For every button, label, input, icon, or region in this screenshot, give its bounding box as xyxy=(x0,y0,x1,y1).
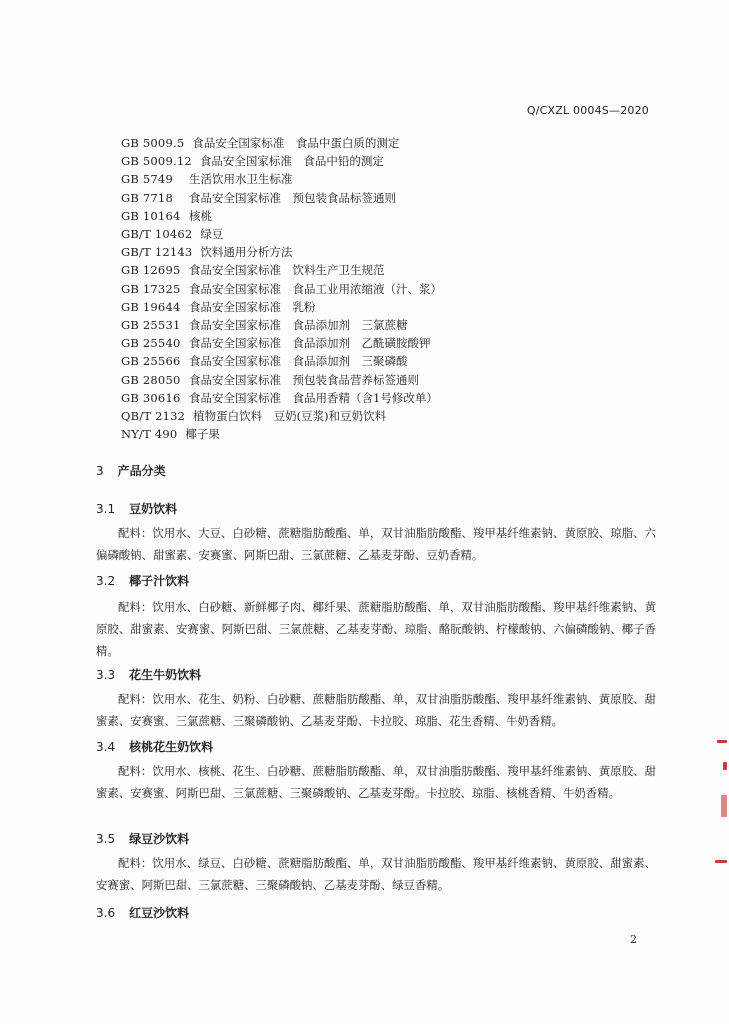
reference-title: 食品安全国家标准 食品工业用浓缩液（汁、浆） xyxy=(189,281,442,296)
reference-title: 食品安全国家标准 饮料生产卫生规范 xyxy=(189,263,385,278)
normative-references-list xyxy=(121,134,442,443)
reference-title: 食品安全国家标准 食品添加剂 乙酰磺胺酸钾 xyxy=(189,336,431,351)
reference-item xyxy=(121,134,442,152)
reference-title: 食品安全国家标准 乳粉 xyxy=(189,299,316,314)
subsection-number: 3.2 xyxy=(96,574,116,588)
reference-code: GB 30616 xyxy=(121,390,181,405)
reference-title: 绿豆 xyxy=(200,227,224,242)
subsection-number: 3.1 xyxy=(96,502,116,516)
reference-title: 食品安全国家标准 食品用香精（含1号修改单） xyxy=(189,390,438,405)
subsection-title: 花生牛奶饮料 xyxy=(129,668,202,682)
reference-item xyxy=(121,425,442,443)
reference-title: 食品安全国家标准 食品添加剂 三氯蔗糖 xyxy=(189,318,408,333)
section-heading xyxy=(96,462,166,479)
reference-title: 食品安全国家标准 食品添加剂 三聚磷酸 xyxy=(189,354,408,369)
reference-item xyxy=(121,261,442,279)
subsection-title: 豆奶饮料 xyxy=(129,502,178,516)
reference-item xyxy=(121,225,442,243)
reference-item xyxy=(121,334,442,352)
subsection-number: 3.3 xyxy=(96,668,116,682)
reference-item xyxy=(121,243,442,261)
subsection-heading xyxy=(96,500,177,517)
reference-code: QB/T 2132 xyxy=(121,409,186,424)
reference-code: GB 12695 xyxy=(121,263,181,278)
reference-code: GB/T 10462 xyxy=(121,227,193,242)
reference-code: GB 28050 xyxy=(121,372,181,387)
subsection-number: 3.4 xyxy=(96,740,116,754)
reference-code: GB 25566 xyxy=(121,354,181,369)
reference-item xyxy=(121,407,442,425)
reference-code: GB 25531 xyxy=(121,318,181,333)
reference-item xyxy=(121,298,442,316)
reference-code: GB 25540 xyxy=(121,336,181,351)
reference-code: GB 19644 xyxy=(121,299,181,314)
reference-code: GB 5749 xyxy=(121,172,173,187)
reference-item xyxy=(121,152,442,170)
subsection-number: 3.6 xyxy=(96,906,116,920)
reference-item xyxy=(121,352,442,370)
reference-title: 生活饮用水卫生标准 xyxy=(189,172,293,187)
reference-item xyxy=(121,371,442,389)
section-title: 产品分类 xyxy=(117,464,166,478)
reference-code: GB 5009.12 xyxy=(121,154,192,169)
reference-title: 食品安全国家标准 食品中铅的测定 xyxy=(199,154,384,169)
reference-title: 椰子果 xyxy=(185,427,220,442)
subsection-heading xyxy=(96,572,189,589)
subsection-title: 红豆沙饮料 xyxy=(129,906,190,920)
section-number: 3 xyxy=(96,464,104,478)
reference-code: GB 10164 xyxy=(121,208,181,223)
ingredients-paragraph: 配料：饮用水、白砂糖、新鲜椰子肉、椰纤果、蔗糖脂肪酸酯、单，双甘油脂肪酸酯、羧甲基纤维素钠、黄原胶、甜蜜素、安赛蜜、阿斯巴甜、三氯蔗糖、乙基麦芽酚、琼脂、酪朊酸钠、柠檬酸钠、六偏磷酸钠、椰子香精。 xyxy=(96,600,656,658)
reference-code: GB 17325 xyxy=(121,281,181,296)
subsection-title: 椰子汁饮料 xyxy=(129,574,190,588)
reference-title: 食品安全国家标准 预包装食品标签通则 xyxy=(189,190,396,205)
ingredients-paragraph: 配料：饮用水、绿豆、白砂糖、蔗糖脂肪酸酯、单，双甘油脂肪酸酯、羧甲基纤维素钠、黄原胶、甜蜜素、安赛蜜、阿斯巴甜、三氯蔗糖、三聚磷酸钠、乙基麦芽酚、绿豆香精。 xyxy=(96,856,656,892)
reference-title: 饮料通用分析方法 xyxy=(200,245,293,260)
reference-title: 植物蛋白饮料 豆奶(豆浆)和豆奶饮料 xyxy=(193,409,387,424)
reference-item xyxy=(121,389,442,407)
subsection-heading xyxy=(96,666,201,683)
reference-title: 核桃 xyxy=(189,208,212,223)
reference-title: 食品安全国家标准 预包装食品营养标签通则 xyxy=(189,372,419,387)
subsection-heading xyxy=(96,738,213,755)
reference-item xyxy=(121,189,442,207)
scan-edge-marks xyxy=(709,740,729,890)
document-code: Q/CXZL 0004S—2020 xyxy=(526,104,649,117)
subsection-heading xyxy=(96,830,189,847)
reference-item xyxy=(121,280,442,298)
reference-title: 食品安全国家标准 食品中蛋白质的测定 xyxy=(192,136,400,150)
reference-code: GB 5009.5 xyxy=(121,136,185,150)
subsection-heading xyxy=(96,904,189,921)
ingredients-paragraph: 配料：饮用水、花生、奶粉、白砂糖、蔗糖脂肪酸酯、单，双甘油脂肪酸酯、羧甲基纤维素钠、黄原胶、甜蜜素、安赛蜜、三氯蔗糖、三聚磷酸钠、乙基麦芽酚、卡拉胶、琼脂、花生香精、牛奶香精。 xyxy=(96,692,656,728)
reference-item xyxy=(121,170,442,188)
reference-code: GB/T 12143 xyxy=(121,245,193,260)
page-number: 2 xyxy=(630,933,637,946)
reference-code: GB 7718 xyxy=(121,190,173,205)
reference-code: NY/T 490 xyxy=(121,427,178,442)
reference-item xyxy=(121,207,442,225)
subsection-title: 绿豆沙饮料 xyxy=(129,832,190,846)
subsection-number: 3.5 xyxy=(96,832,116,846)
ingredients-paragraph: 配料：饮用水、大豆、白砂糖、蔗糖脂肪酸酯、单，双甘油脂肪酸酯、羧甲基纤维素钠、黄原胶、琼脂、六偏磷酸钠、甜蜜素、安赛蜜、阿斯巴甜、三氯蔗糖、乙基麦芽酚、豆奶香精。 xyxy=(96,526,656,562)
subsection-title: 核桃花生奶饮料 xyxy=(129,740,214,754)
reference-item xyxy=(121,316,442,334)
ingredients-paragraph: 配料：饮用水、核桃、花生、白砂糖、蔗糖脂肪酸酯、单，双甘油脂肪酸酯、羧甲基纤维素钠、黄原胶、甜蜜素、安赛蜜、阿斯巴甜、三氯蔗糖、三聚磷酸钠、乙基麦芽酚。卡拉胶、琼脂、核桃香精、牛奶香精。 xyxy=(96,764,656,800)
